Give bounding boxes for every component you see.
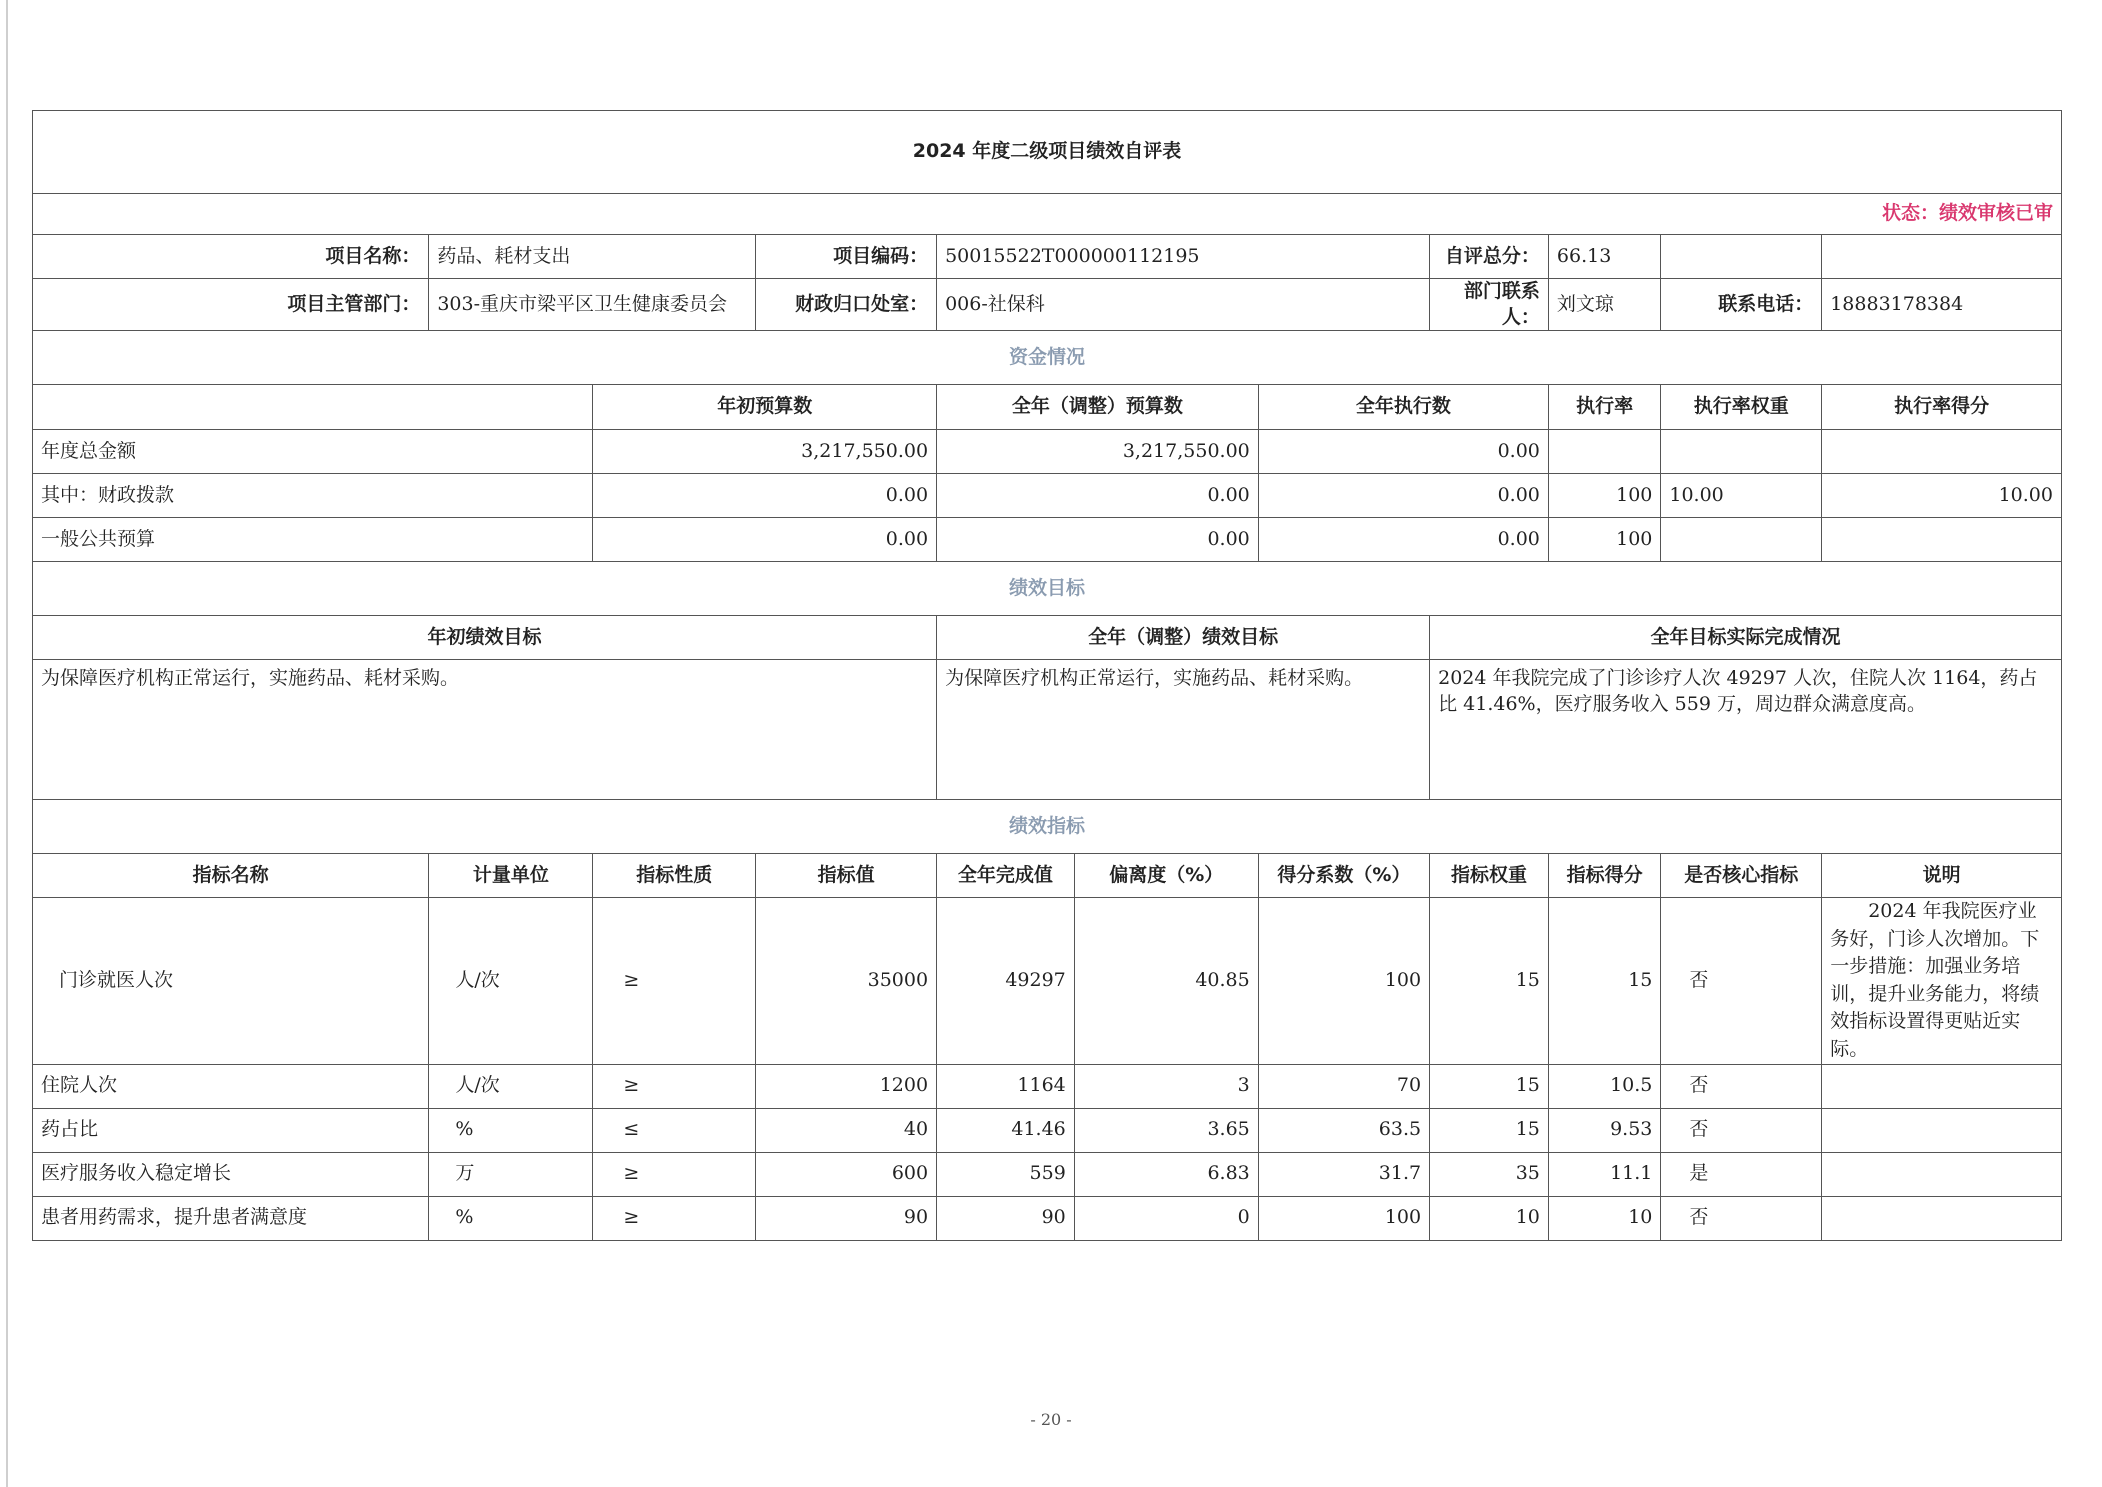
ind-name: 住院人次 [33, 1064, 429, 1108]
ind-deviation: 3 [1074, 1064, 1258, 1108]
project-code-label: 项目编码： [756, 235, 937, 279]
ind-header-core: 是否核心指标 [1661, 854, 1822, 898]
ind-actual: 559 [937, 1152, 1075, 1196]
ind-name: 门诊就医人次 [33, 898, 429, 1064]
ind-core: 否 [1661, 1064, 1822, 1108]
score-label: 自评总分： [1430, 235, 1549, 279]
funds-header-rate: 执行率 [1548, 385, 1660, 430]
ind-score: 10 [1548, 1196, 1660, 1240]
evaluation-table [32, 110, 2062, 1241]
ind-coef: 31.7 [1258, 1152, 1429, 1196]
dept-value: 303-重庆市梁平区卫生健康委员会 [429, 279, 756, 331]
indicator-row [33, 1152, 2062, 1196]
contact-label: 部门联系人： [1430, 279, 1549, 331]
goals-section-title: 绩效目标 [33, 562, 2062, 616]
ind-unit: 人/次 [429, 898, 593, 1064]
ind-deviation: 6.83 [1074, 1152, 1258, 1196]
contact-value: 刘文琼 [1548, 279, 1660, 331]
indicator-row [33, 1064, 2062, 1108]
funds-row-rate: 100 [1548, 518, 1660, 562]
funds-row-adjusted: 0.00 [937, 518, 1259, 562]
funds-row-initial: 3,217,550.00 [593, 430, 937, 474]
funds-row-name: 其中：财政拨款 [33, 474, 593, 518]
funds-row-adjusted: 0.00 [937, 474, 1259, 518]
goals-header-actual: 全年目标实际完成情况 [1430, 616, 2062, 660]
ind-note [1822, 1152, 2062, 1196]
funds-row-score [1822, 518, 2062, 562]
indicator-row [33, 1196, 2062, 1240]
ind-header-actual: 全年完成值 [937, 854, 1075, 898]
ind-note: 2024 年我院医疗业务好，门诊人次增加。下一步措施：加强业务培训，提升业务能力，将绩效指标设置得更贴近实际。 [1822, 898, 2062, 1064]
funds-row-initial: 0.00 [593, 518, 937, 562]
page-number: - 20 - [1030, 1410, 1072, 1429]
ind-coef: 70 [1258, 1064, 1429, 1108]
funds-header-weight: 执行率权重 [1661, 385, 1822, 430]
funds-row-executed: 0.00 [1258, 474, 1548, 518]
funds-row-weight: 10.00 [1661, 474, 1822, 518]
phone-value: 18883178384 [1822, 279, 2062, 331]
project-name: 药品、耗材支出 [429, 235, 756, 279]
ind-score: 11.1 [1548, 1152, 1660, 1196]
ind-unit: % [429, 1108, 593, 1152]
ind-header-type: 指标性质 [593, 854, 756, 898]
ind-core: 否 [1661, 1108, 1822, 1152]
funds-row-rate: 100 [1548, 474, 1660, 518]
ind-target: 40 [756, 1108, 937, 1152]
project-name-label: 项目名称： [33, 235, 429, 279]
goal-actual-text: 2024 年我院完成了门诊诊疗人次 49297 人次，住院人次 1164，药占比 41.46%，医疗服务收入 559 万，周边群众满意度高。 [1430, 660, 2062, 800]
ind-coef: 100 [1258, 898, 1429, 1064]
ind-target: 35000 [756, 898, 937, 1064]
funds-row-rate [1548, 430, 1660, 474]
funds-row-name: 一般公共预算 [33, 518, 593, 562]
ind-actual: 41.46 [937, 1108, 1075, 1152]
ind-deviation: 40.85 [1074, 898, 1258, 1064]
ind-header-unit: 计量单位 [429, 854, 593, 898]
ind-weight: 15 [1430, 898, 1549, 1064]
funds-row-weight [1661, 518, 1822, 562]
ind-score: 10.5 [1548, 1064, 1660, 1108]
finance-value: 006-社保科 [937, 279, 1430, 331]
funds-row-name: 年度总金额 [33, 430, 593, 474]
empty-cell [1822, 235, 2062, 279]
ind-header-coef: 得分系数（%） [1258, 854, 1429, 898]
ind-weight: 10 [1430, 1196, 1549, 1240]
funds-row-score: 10.00 [1822, 474, 2062, 518]
ind-name: 患者用药需求，提升患者满意度 [33, 1196, 429, 1240]
ind-type: ≥ [593, 1152, 756, 1196]
funds-row-score [1822, 430, 2062, 474]
funds-header-adjusted: 全年（调整）预算数 [937, 385, 1259, 430]
empty-cell [1661, 235, 1822, 279]
ind-core: 否 [1661, 1196, 1822, 1240]
ind-coef: 63.5 [1258, 1108, 1429, 1152]
ind-weight: 15 [1430, 1064, 1549, 1108]
ind-unit: % [429, 1196, 593, 1240]
funds-row-weight [1661, 430, 1822, 474]
scan-edge-line [6, 0, 8, 1487]
ind-core: 否 [1661, 898, 1822, 1064]
funds-row [33, 474, 2062, 518]
ind-score: 9.53 [1548, 1108, 1660, 1152]
ind-target: 90 [756, 1196, 937, 1240]
dept-label: 项目主管部门： [33, 279, 429, 331]
funds-row [33, 518, 2062, 562]
finance-label: 财政归口处室： [756, 279, 937, 331]
ind-header-deviation: 偏离度（%） [1074, 854, 1258, 898]
ind-actual: 1164 [937, 1064, 1075, 1108]
ind-header-name: 指标名称 [33, 854, 429, 898]
ind-score: 15 [1548, 898, 1660, 1064]
phone-label: 联系电话： [1661, 279, 1822, 331]
status-badge: 状态：绩效审核已审 [33, 194, 2062, 235]
ind-weight: 35 [1430, 1152, 1549, 1196]
ind-note [1822, 1108, 2062, 1152]
funds-row-adjusted: 3,217,550.00 [937, 430, 1259, 474]
ind-actual: 90 [937, 1196, 1075, 1240]
ind-deviation: 0 [1074, 1196, 1258, 1240]
indicators-section-title: 绩效指标 [33, 800, 2062, 854]
ind-type: ≥ [593, 1196, 756, 1240]
funds-section-title: 资金情况 [33, 331, 2062, 385]
funds-header-executed: 全年执行数 [1258, 385, 1548, 430]
ind-note [1822, 1064, 2062, 1108]
goals-header-initial: 年初绩效目标 [33, 616, 937, 660]
ind-unit: 万 [429, 1152, 593, 1196]
ind-note [1822, 1196, 2062, 1240]
empty-header-cell [33, 385, 593, 430]
goals-header-adjusted: 全年（调整）绩效目标 [937, 616, 1430, 660]
funds-row-executed: 0.00 [1258, 430, 1548, 474]
total-score: 66.13 [1548, 235, 1660, 279]
ind-header-score: 指标得分 [1548, 854, 1660, 898]
ind-type: ≥ [593, 1064, 756, 1108]
ind-target: 600 [756, 1152, 937, 1196]
funds-row-executed: 0.00 [1258, 518, 1548, 562]
ind-header-weight: 指标权重 [1430, 854, 1549, 898]
ind-type: ≤ [593, 1108, 756, 1152]
ind-coef: 100 [1258, 1196, 1429, 1240]
ind-name: 医疗服务收入稳定增长 [33, 1152, 429, 1196]
ind-deviation: 3.65 [1074, 1108, 1258, 1152]
funds-row [33, 430, 2062, 474]
ind-unit: 人/次 [429, 1064, 593, 1108]
goal-adjusted-text: 为保障医疗机构正常运行，实施药品、耗材采购。 [937, 660, 1430, 800]
ind-header-note: 说明 [1822, 854, 2062, 898]
funds-header-initial: 年初预算数 [593, 385, 937, 430]
goal-initial-text: 为保障医疗机构正常运行，实施药品、耗材采购。 [33, 660, 937, 800]
ind-weight: 15 [1430, 1108, 1549, 1152]
indicator-row [33, 1108, 2062, 1152]
ind-name: 药占比 [33, 1108, 429, 1152]
ind-target: 1200 [756, 1064, 937, 1108]
ind-type: ≥ [593, 898, 756, 1064]
page-title: 2024 年度二级项目绩效自评表 [33, 111, 2062, 194]
ind-header-target: 指标值 [756, 854, 937, 898]
funds-row-initial: 0.00 [593, 474, 937, 518]
project-code: 50015522T000000112195 [937, 235, 1430, 279]
funds-header-score: 执行率得分 [1822, 385, 2062, 430]
ind-core: 是 [1661, 1152, 1822, 1196]
ind-actual: 49297 [937, 898, 1075, 1064]
indicator-row [33, 898, 2062, 1064]
